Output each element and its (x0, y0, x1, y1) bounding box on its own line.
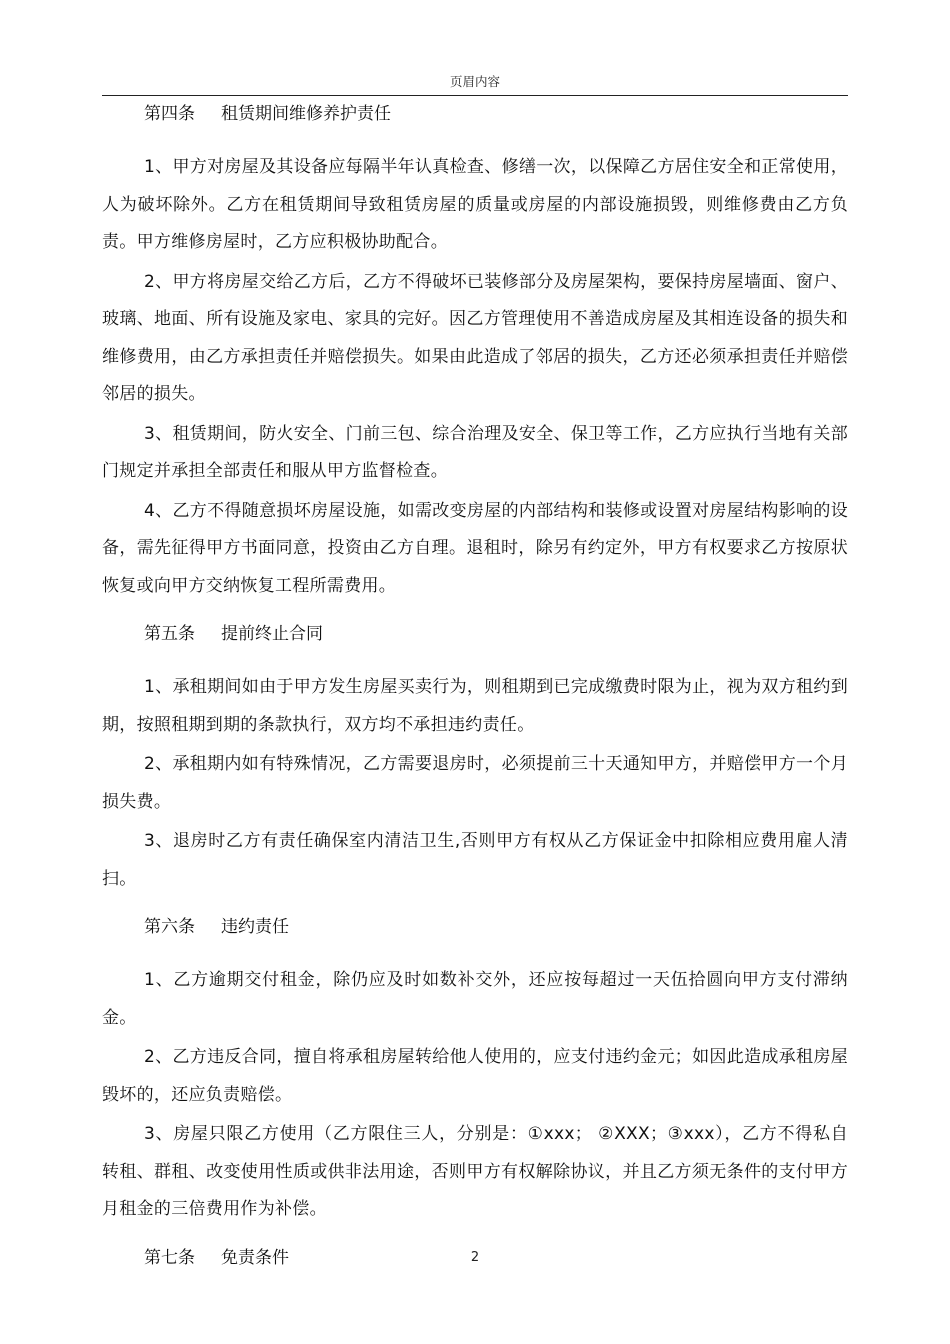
section-title: 提前终止合同 (221, 624, 323, 644)
section-heading (102, 99, 848, 129)
clause-paragraph: 1、甲方对房屋及其设备应每隔半年认真检查、修缮一次，以保障乙方居住安全和正常使用，人为破坏除外。乙方在租赁期间导致租赁房屋的质量或房屋的内部设施损毁，则维修费由乙方负责。甲方维修房屋时，乙方应积极协助配合。 (102, 157, 848, 252)
clause-paragraph: 3、租赁期间，防火安全、门前三包、综合治理及安全、保卫等工作，乙方应执行当地有关部门规定并承担全部责任和服从甲方监督检查。 (102, 423, 848, 481)
clause-paragraph: 1、承租期间如由于甲方发生房屋买卖行为，则租期到已完成缴费时限为止，视为双方租约到期，按照租期到期的条款执行，双方均不承担违约责任。 (102, 677, 848, 735)
section-title: 租赁期间维修养护责任 (221, 104, 391, 124)
clause-paragraph: 2、甲方将房屋交给乙方后，乙方不得破坏已装修部分及房屋架构，要保持房屋墙面、窗户、玻璃、地面、所有设施及家电、家具的完好。因乙方管理使用不善造成房屋及其相连设备的损失和维修费用，由乙方承担责任并赔偿损失。如果由此造成了邻居的损失，乙方还必须承担责任并赔偿邻居的损失。 (102, 271, 848, 404)
section-title: 免责条件 (221, 1247, 289, 1268)
section-number: 第七条 (144, 1247, 195, 1268)
clause-paragraph: 1、乙方逾期交付租金，除仍应及时如数补交外，还应按每超过一天伍拾圆向甲方支付滞纳金。 (102, 970, 848, 1028)
clause-paragraph: 2、承租期内如有特殊情况，乙方需要退房时，必须提前三十天通知甲方，并赔偿甲方一个月损失费。 (102, 754, 848, 812)
clause-paragraph: 4、乙方不得随意损坏房屋设施，如需改变房屋的内部结构和装修或设置对房屋结构影响的设备，需先征得甲方书面同意，投资由乙方自理。退租时，除另有约定外，甲方有权要求乙方按原状恢复或向甲方交纳恢复工程所需费用。 (102, 500, 848, 596)
clause-paragraph: 3、退房时乙方有责任确保室内清洁卫生,否则甲方有权从乙方保证金中扣除相应费用雇人清扫。 (102, 831, 848, 889)
section-number: 第四条 (144, 104, 195, 124)
section-heading (102, 912, 848, 942)
section-heading (102, 619, 848, 649)
section-number: 第五条 (144, 624, 195, 644)
clause-paragraph: 2、乙方违反合同，擅自将承租房屋转给他人使用的，应支付违约金元；如因此造成承租房屋毁坏的，还应负责赔偿。 (102, 1047, 848, 1105)
header-divider (102, 95, 848, 96)
section-number: 第六条 (144, 917, 195, 937)
page-header: 页眉内容 (449, 74, 500, 89)
document-body (102, 99, 848, 1273)
page-number: 2 (470, 1250, 480, 1265)
clause-paragraph: 3、房屋只限乙方使用（乙方限住三人，分别是：①xxx； ②XXX；③xxx），乙方不得私自转租、群租、改变使用性质或供非法用途，否则甲方有权解除协议，并且乙方须无条件的支付甲方月租金的三倍费用作为补偿。 (102, 1124, 848, 1219)
section-title: 违约责任 (221, 917, 289, 937)
